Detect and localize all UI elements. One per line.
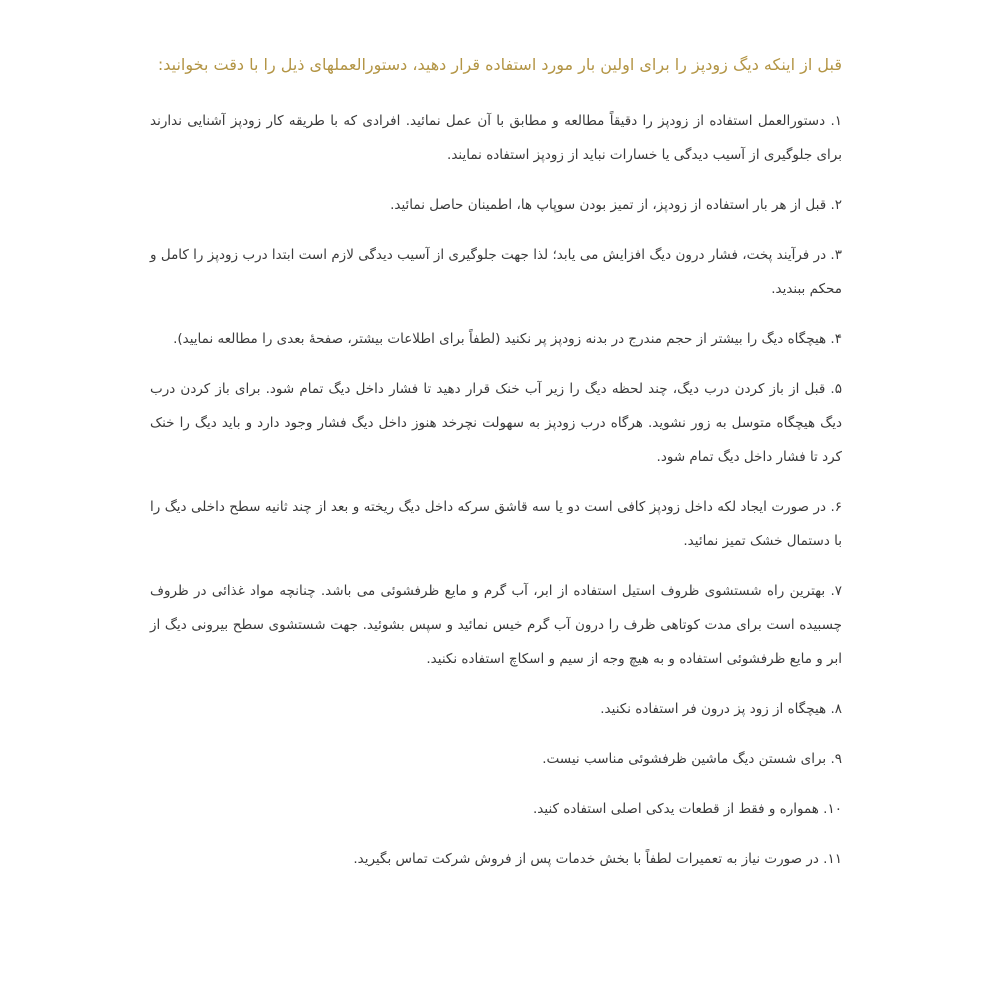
instruction-item-3: ۳. در فرآیند پخت، فشار درون دیگ افزایش می یابد؛ لذا جهت جلوگیری از آسیب دیدگی لازم است ابتدا درب زودپز را کامل و محکم ببندید.: [150, 247, 842, 297]
instruction-item-5: ۵. قبل از باز کردن درب دیگ، چند لحظه دیگ را زیر آب خنک قرار دهید تا فشار داخل دیگ تمام شود. برای باز کردن درب دیگ هیچگاه متوسل به زور نشوید. هرگاه درب زودپز به سهولت نچرخد هنوز داخل دیگ فشار وجود دارد و باید دیگ را خنک کرد تا فشار داخل دیگ تمام شود.: [150, 381, 842, 465]
instruction-item-10: ۱۰. همواره و فقط از قطعات یدکی اصلی استفاده کنید.: [533, 801, 842, 817]
instruction-item-9: ۹. برای شستن دیگ ماشین ظرفشوئی مناسب نیست.: [542, 751, 842, 767]
instruction-item-7: ۷. بهترین راه شستشوی ظروف استیل استفاده از ابر، آب گرم و مایع ظرفشوئی می باشد. چنانچه مواد غذائی در ظروف چسبیده است برای مدت کوتاهی ظرف را درون آب گرم خیس نمائید و سپس بشوئید. جهت شستشوی سطح بیرونی دیگ از ابر و مایع ظرفشوئی استفاده و به هیچ وجه از سیم و اسکاچ استفاده نکنید.: [150, 583, 842, 667]
instruction-item-11: ۱۱. در صورت نیاز به تعمیرات لطفاً با بخش خدمات پس از فروش شرکت تماس بگیرید.: [353, 851, 842, 867]
instruction-item-8: ۸. هیچگاه از زود پز درون فر استفاده نکنید.: [600, 701, 842, 717]
instruction-item-1: ۱. دستورالعمل استفاده از زودپز را دقیقاً مطالعه و مطابق با آن عمل نمائید. افرادی که با طریقه کار زودپز آشنایی ندارند برای جلوگیری از آسیب دیدگی یا خسارات نباید از زودپز استفاده نمایند.: [150, 113, 842, 163]
intro-heading: قبل از اینکه دیگ زودپز را برای اولین بار مورد استفاده قرار دهید، دستورالعملهای ذیل را با دقت بخوانید:: [157, 55, 842, 74]
instruction-item-2: ۲. قبل از هر بار استفاده از زودپز، از تمیز بودن سوپاپ ها، اطمینان حاصل نمائید.: [390, 197, 842, 213]
instructions-page: [150, 52, 842, 876]
instruction-item-4: ۴. هیچگاه دیگ را بیشتر از حجم مندرج در بدنه زودپز پر نکنید (لطفاً برای اطلاعات بیشتر، صفحهٔ بعدی را مطالعه نمایید).: [173, 331, 842, 347]
instruction-item-6: ۶. در صورت ایجاد لکه داخل زودپز کافی است دو یا سه قاشق سرکه داخل دیگ ریخته و بعد از چند ثانیه سطح داخلی دیگ را با دستمال خشک تمیز نمائید.: [150, 499, 842, 549]
